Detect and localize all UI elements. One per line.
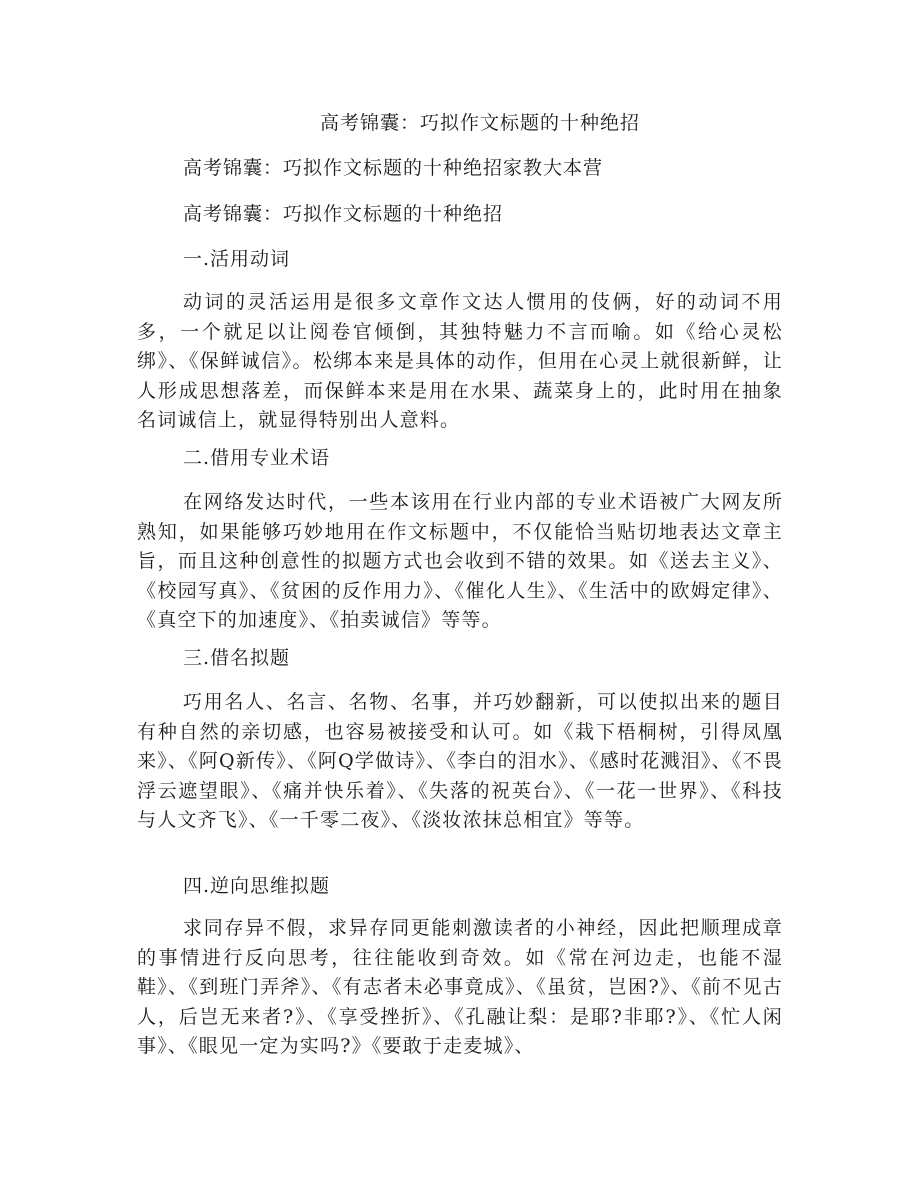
section-heading-4: 四.逆向思维拟题	[183, 875, 331, 897]
section-body-2: 在网络发达时代，一些本该用在行业内部的专业术语被广大网友所熟知，如果能够巧妙地用在作文标题中，不仅能恰当贴切地表达文章主旨，而且这种创意性的拟题方式也会收到不错的效果。如《送去主义》、《校园写真》、《贫困的反作用力》、《催化人生》、《生活中的欧姆定律》、《真空下的加速度》、《拍卖诚信》等等。	[137, 491, 783, 631]
section-body-3: 巧用名人、名言、名物、名事，并巧妙翻新，可以使拟出来的题目有种自然的亲切感，也容易被接受和认可。如《栽下梧桐树，引得凤凰来》、《阿Q新传》、《阿Q学做诗》、《李白的泪水》、《感时花溅泪》、《不畏浮云遮望眼》、《痛并快乐着》、《失落的祝英台》、《一花一世界》、《科技与人文齐飞》、《一千零二夜》、《淡妆浓抹总相宜》等等。	[137, 691, 783, 831]
section-heading-3: 三.借名拟题	[183, 647, 291, 669]
section-heading-1: 一.活用动词	[183, 248, 291, 270]
document-title: 高考锦囊：巧拟作文标题的十种绝招	[319, 112, 640, 134]
section-body-1: 动词的灵活运用是很多文章作文达人惯用的伎俩，好的动词不用多，一个就足以让阅卷官倾倒，其独特魅力不言而喻。如《给心灵松绑》、《保鲜诚信》。松绑本来是具体的动作，但用在心灵上就很新鲜，让人形成思想落差，而保鲜本来是用在水果、蔬菜身上的，此时用在抽象名词诚信上，就显得特别出人意料。	[137, 291, 783, 431]
subtitle-line-2: 高考锦囊：巧拟作文标题的十种绝招	[183, 203, 504, 225]
section-body-4: 求同存异不假，求异存同更能刺激读者的小神经，因此把顺理成章的事情进行反向思考，往往能收到奇效。如《常在河边走，也能不湿鞋》、《到班门弄斧》、《有志者未必事竟成》、《虽贫，岂困?》、《前不见古人，后岂无来者?》、《享受挫折》、《孔融让梨：是耶?非耶?》、《忙人闲事》、《眼见一定为实吗?》《要敢于走麦城》、	[137, 917, 783, 1057]
section-heading-2: 二.借用专业术语	[183, 447, 331, 469]
subtitle-line-1: 高考锦囊：巧拟作文标题的十种绝招家教大本营	[183, 157, 604, 179]
